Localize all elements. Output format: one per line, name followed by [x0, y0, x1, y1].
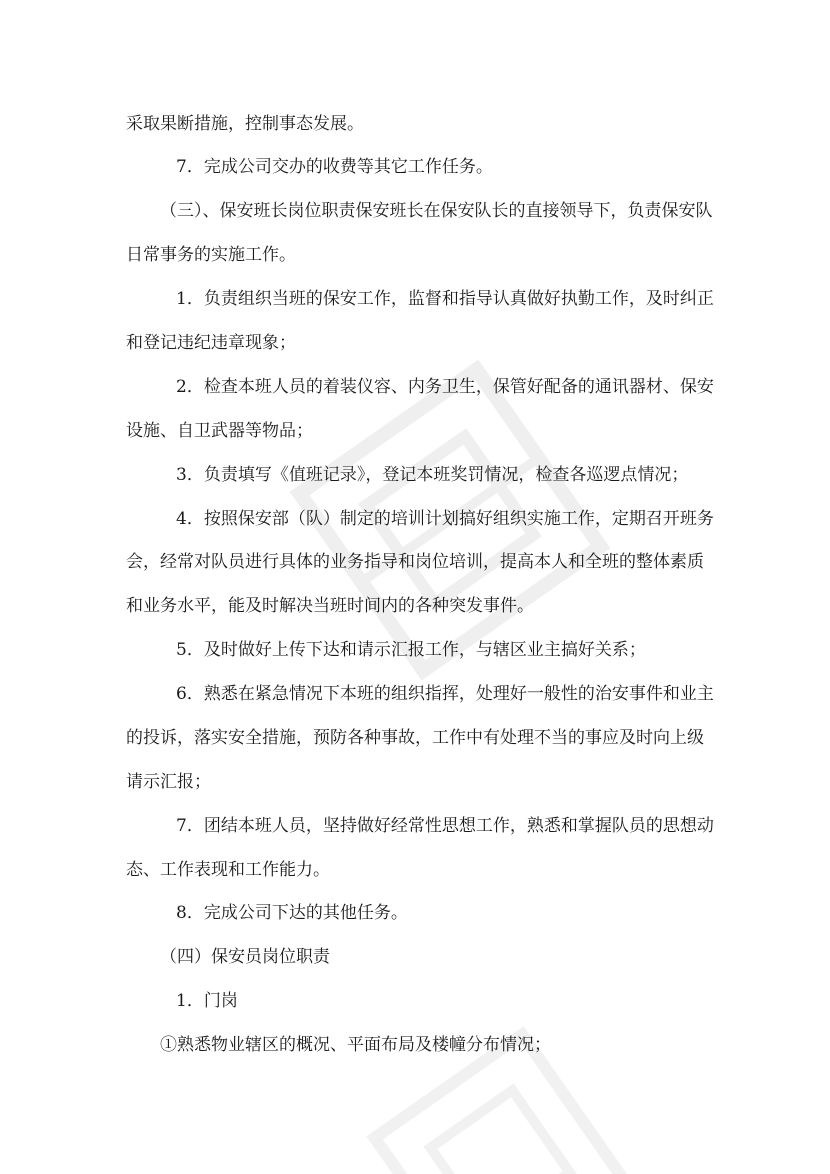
text-line: 2．检查本班人员的着装仪容、内务卫生，保管好配备的通讯器材、保安 [176, 377, 714, 397]
text-line: 日常事务的实施工作。 [126, 245, 296, 265]
text-line: 1．门岗 [176, 991, 238, 1011]
text-line: 会，经常对队员进行具体的业务指导和岗位培训，提高本人和全班的整体素质 [126, 552, 704, 572]
text-line: 采取果断措施，控制事态发展。 [126, 114, 364, 134]
text-line: 态、工作表现和工作能力。 [126, 860, 330, 880]
text-line: 的投诉，落实安全措施，预防各种事故，工作中有处理不当的事应及时向上级 [126, 728, 704, 748]
section-heading: （四）保安员岗位职责 [160, 947, 330, 967]
text-line: 6．熟悉在紧急情况下本班的组织指挥，处理好一般性的治安事件和业主 [176, 684, 714, 704]
text-line: 7．团结本班人员，坚持做好经常性思想工作，熟悉和掌握队员的思想动 [176, 816, 714, 836]
text-line: （三）、保安班长岗位职责保安班长在保安队长的直接领导下，负责保安队 [160, 201, 713, 221]
text-line: 1．负责组织当班的保安工作，监督和指导认真做好执勤工作，及时纠正 [176, 289, 714, 309]
text-line: 请示汇报； [126, 772, 211, 792]
text-line: 5．及时做好上传下达和请示汇报工作，与辖区业主搞好关系； [176, 640, 646, 660]
text-line: 设施、自卫武器等物品； [126, 421, 313, 441]
text-line: 和业务水平，能及时解决当班时间内的各种突发事件。 [126, 596, 534, 616]
text-line: 7．完成公司交办的收费等其它工作任务。 [176, 157, 493, 177]
text-line: 8．完成公司下达的其他任务。 [176, 903, 408, 923]
text-line: 4．按照保安部（队）制定的培训计划搞好组织实施工作，定期召开班务 [176, 509, 714, 529]
text-line: ①熟悉物业辖区的概况、平面布局及楼幢分布情况； [160, 1035, 551, 1055]
text-line: 和登记违纪违章现象； [126, 333, 296, 353]
text-line: 3．负责填写《值班记录》，登记本班奖罚情况，检查各巡逻点情况； [176, 465, 689, 485]
